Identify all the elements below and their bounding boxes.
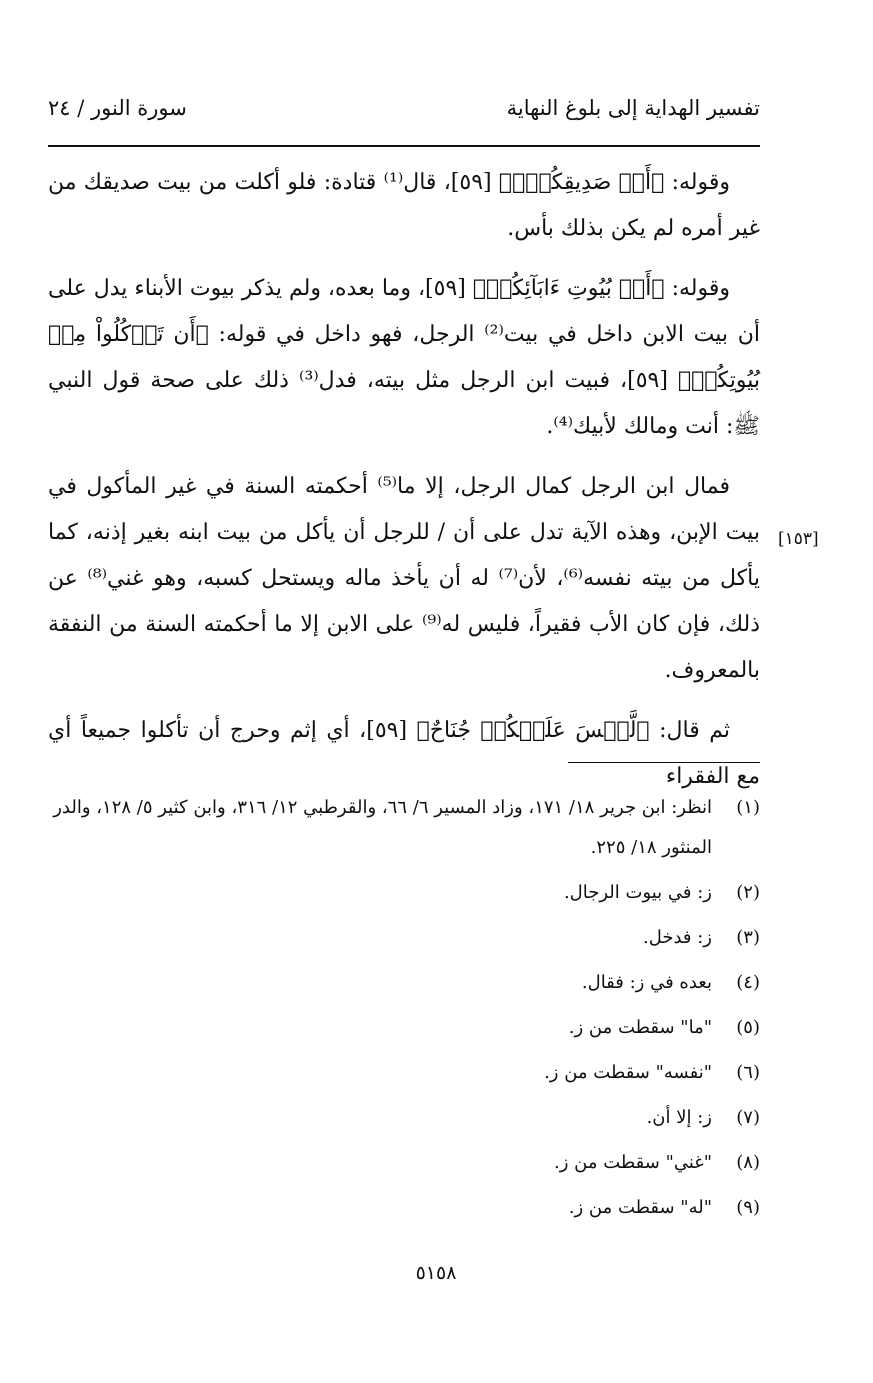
footnote [48,918,760,958]
footnote-number: (٥) [736,1017,760,1038]
footnotes [48,788,760,1233]
footnote [48,1098,760,1138]
footnote [48,1008,760,1048]
running-header [48,96,760,132]
paragraph: فمال ابن الرجل كمال الرجل، إلا ما⁽⁵⁾ أحكمته السنة في غير المأكول في بيت الإبن، وهذه الآية تدل على أن / للرجل أن يأكل من بيت ابنه بغير إذنه، كما يأكل من بيته نفسه⁽⁶⁾، لأن⁽⁷⁾ له أن يأخذ ماله ويستحل كسبه، وهو غني⁽⁸⁾ عن ذلك، فإن كان الأب فقيراً، فليس له⁽⁹⁾ على الابن إلا ما أحكمته السنة من النفقة بالمعروف. [48,474,760,683]
footnote-text: "له" سقطت من ز. [568,1197,712,1218]
main-text [48,160,760,814]
footnote [48,788,760,868]
footnote-number: (٧) [736,1107,760,1128]
page-number: ٥١٥٨ [415,1262,457,1284]
surah-title: سورة النور / ٢٤ [48,96,187,120]
footnote-number: (٦) [736,1062,760,1083]
footnote [48,1188,760,1228]
footnote-text: ز: في بيوت الرجال. [563,882,712,903]
footnote-number: (٩) [736,1197,760,1218]
footnote [48,1053,760,1093]
paragraph: وقوله: ﴿أَوۡ بُيُوتِ ءَابَآئِكُمۡ﴾ [٥٩]، وما بعده، ولم يذكر بيوت الأبناء يدل على أن بيت الابن داخل في بيت⁽²⁾ الرجل، فهو داخل في قوله: ﴿أَن تَأۡكُلُواْ مِنۢ بُيُوتِكُمۡ﴾ [٥٩]، فبيت ابن الرجل مثل بيته، فدل⁽³⁾ ذلك على صحة قول النبي ﷺ: أنت ومالك لأبيك⁽⁴⁾. [48,276,760,439]
footnote-text: "غني" سقطت من ز. [554,1152,712,1173]
footnote-number: (٢) [736,882,760,903]
paragraph: ثم قال: ﴿لَّيۡسَ عَلَيۡكُمۡ جُنَاحٌ﴾ [٥٩]، أي إثم وحرج أن تأكلوا جميعاً أي مع الفقراء [48,718,760,789]
footnote-divider [568,762,760,763]
footnote [48,873,760,913]
footnote-text: انظر: ابن جرير ١٨/ ١٧١، وزاد المسير ٦/ ٦٦، والقرطبي ١٢/ ٣١٦، وابن كثير ٥/ ١٢٨، والدر المنثور ١٨/ ٢٢٥. [53,797,712,858]
footnote-text: "ما" سقطت من ز. [568,1017,712,1038]
footnote [48,1143,760,1183]
paragraph: وقوله: ﴿أَوۡ صَدِيقِكُمۡۚ﴾ [٥٩]، قال⁽¹⁾ قتادة: فلو أكلت من بيت صديقك من غير أمره لم يكن بذلك بأس. [48,170,760,241]
footnote-number: (٤) [736,972,760,993]
footnote-text: ز: إلا أن. [646,1107,712,1128]
footnote [48,963,760,1003]
footnote-text: "نفسه" سقطت من ز. [544,1062,712,1083]
footnote-text: ز: فدخل. [642,927,712,948]
manuscript-folio-marker: [١٥٣] [778,529,819,549]
header-divider [48,145,760,147]
footnote-number: (٨) [736,1152,760,1173]
footnote-number: (١) [736,797,760,818]
book-title: تفسير الهداية إلى بلوغ النهاية [506,96,760,120]
footnote-text: بعده في ز: فقال. [581,972,712,993]
footnote-number: (٣) [736,927,760,948]
